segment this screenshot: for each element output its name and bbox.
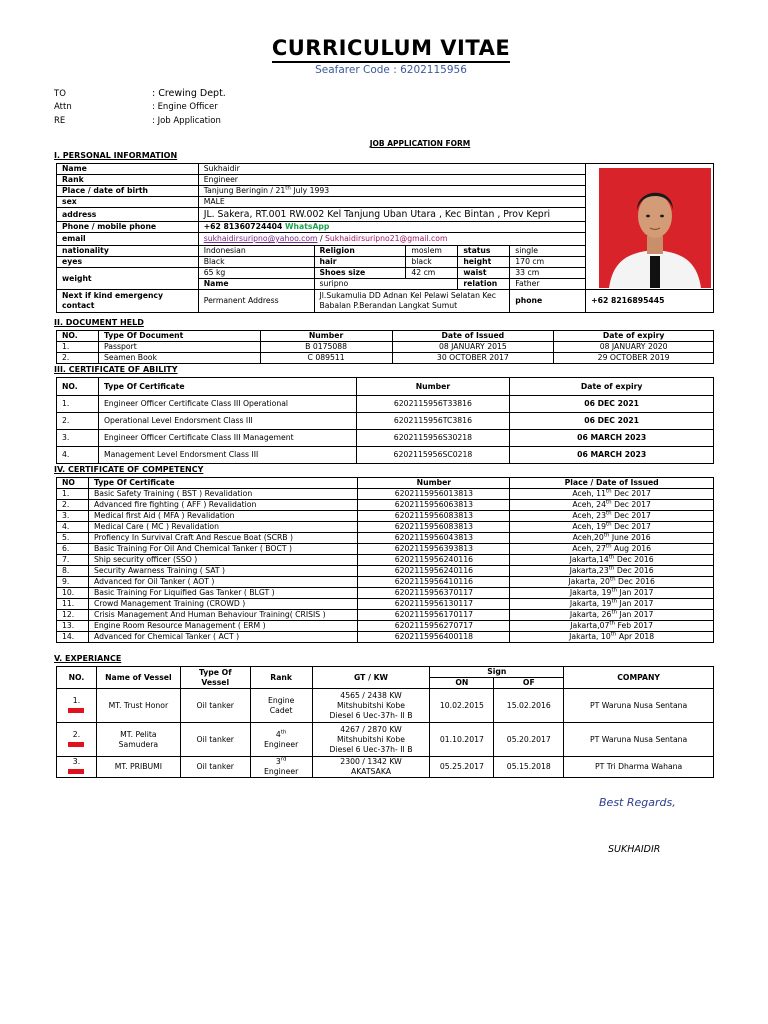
email-value: sukhaidirsuripno@yahoo.com / Sukhaidirsuripno21@gmail.com: [198, 233, 585, 246]
pob-label: Place / date of birth: [57, 186, 199, 197]
comp-place-date: Jakarta,23th Dec 2016: [510, 566, 714, 577]
comp-header-number: Number: [358, 478, 510, 489]
table-row: [57, 566, 714, 577]
ability-type: Engineer Officer Certificate Class III Management: [98, 430, 356, 447]
sex-value: MALE: [198, 197, 585, 208]
hair-label: hair: [314, 257, 406, 268]
comp-type: Medical Care ( MC ) Revalidation: [88, 522, 358, 533]
ability-type: Operational Level Endorsment Class III: [98, 413, 356, 430]
email-link-1[interactable]: sukhaidirsuripno@yahoo.com: [203, 234, 318, 243]
exp-sign-on: 05.25.2017: [430, 757, 494, 778]
table-row: [57, 599, 714, 610]
address-label: address: [57, 208, 199, 222]
comp-number: 6202115956083813: [358, 511, 510, 522]
weight-label: weight: [57, 268, 199, 290]
comp-no: 1.: [57, 489, 89, 500]
table-row: [57, 632, 714, 643]
table-row: [57, 577, 714, 588]
signature-name: SUKHAIDIR: [608, 844, 661, 855]
comp-header-no: NO: [57, 478, 89, 489]
to-value: : Crewing Dept.: [152, 88, 226, 99]
table-row: [57, 489, 714, 500]
attn-value: : Engine Officer: [152, 102, 218, 112]
comp-type: Ship security officer (SSO ): [88, 555, 358, 566]
doc-type: Seamen Book: [98, 353, 260, 364]
ability-number: 6202115956S30218: [356, 430, 510, 447]
comp-number: 6202115956240116: [358, 566, 510, 577]
ability-type: Management Level Endorsment Class III: [98, 447, 356, 464]
exp-company: PT Tri Dharma Wahana: [564, 757, 714, 778]
competency-table: [56, 477, 714, 643]
doc-type: Passport: [98, 342, 260, 353]
section-competency: IV. CERTIFICATE OF COMPETENCY: [54, 465, 204, 474]
comp-number: 6202115956130117: [358, 599, 510, 610]
comp-number: 6202115956270717: [358, 621, 510, 632]
table-row: [57, 522, 714, 533]
table-row: [57, 353, 714, 364]
comp-header-place: Place / Date of Issued: [510, 478, 714, 489]
pob-value: Tanjung Beringin / 21th July 1993: [198, 186, 585, 197]
comp-no: 14.: [57, 632, 89, 643]
relation-label: relation: [458, 279, 510, 290]
comp-type: Basic Safety Training ( BST ) Revalidation: [88, 489, 358, 500]
comp-place-date: Aceh, 23th Dec 2017: [510, 511, 714, 522]
rank-value: Engineer: [198, 175, 585, 186]
comp-type: Advanced fire fighting ( AFF ) Revalidation: [88, 500, 358, 511]
doc-no: 2.: [57, 353, 99, 364]
ability-header-type: Type Of Certificate: [98, 378, 356, 396]
ability-expiry: 06 DEC 2021: [510, 413, 714, 430]
exp-company: PT Waruna Nusa Sentana: [564, 723, 714, 757]
section-experience: V. EXPERIANCE: [54, 654, 122, 663]
doc-expiry: 08 JANUARY 2020: [554, 342, 714, 353]
exp-sign-on: 01.10.2017: [430, 723, 494, 757]
hair-value: black: [406, 257, 458, 268]
comp-no: 13.: [57, 621, 89, 632]
exp-no: 2.: [57, 723, 97, 757]
comp-number: 6202115956393813: [358, 544, 510, 555]
comp-type: Profiency In Survival Craft And Rescue Boat (SCRB ): [88, 533, 358, 544]
form-title: JOB APPLICATION FORM: [369, 139, 471, 148]
exp-vessel: MT. Trust Honor: [96, 689, 180, 723]
table-row: [57, 511, 714, 522]
table-row: [57, 588, 714, 599]
comp-number: 6202115956370117: [358, 588, 510, 599]
comp-number: 6202115956083813: [358, 522, 510, 533]
exp-gt-kw: 4565 / 2438 KW Mitshubitshi Kobe Diesel 6 Uec-37h- II B: [312, 689, 430, 723]
table-row: [57, 757, 714, 778]
ability-expiry: 06 MARCH 2023: [510, 447, 714, 464]
profile-photo: [599, 168, 711, 288]
ability-no: 2.: [57, 413, 99, 430]
exp-no: 1.: [57, 689, 97, 723]
ability-number: 6202115956SC0218: [356, 447, 510, 464]
perm-address: Jl.Sukamulia DD Adnan Kel Pelawi Selatan Kec Babalan P.Berandan Langkat Sumut: [314, 290, 510, 313]
shoes-value: 42 cm: [406, 268, 458, 279]
ability-expiry: 06 DEC 2021: [510, 396, 714, 413]
comp-number: 6202115956240116: [358, 555, 510, 566]
comp-type: Crowd Management Training (CROWD ): [88, 599, 358, 610]
nationality-label: nationality: [57, 246, 199, 257]
name-value: Sukhaidir: [198, 164, 585, 175]
exp-sign-of: 05.15.2018: [494, 757, 564, 778]
exp-rank: Engine Cadet: [250, 689, 312, 723]
exp-type: Oil tanker: [180, 723, 250, 757]
comp-place-date: Jakarta,14th Dec 2016: [510, 555, 714, 566]
comp-number: 6202115956400118: [358, 632, 510, 643]
comp-place-date: Jakarta, 26th Jan 2017: [510, 610, 714, 621]
comp-place-date: Aceh, 27th Aug 2016: [510, 544, 714, 555]
eyes-label: eyes: [57, 257, 199, 268]
section-documents: II. DOCUMENT HELD: [54, 318, 144, 327]
doc-expiry: 29 OCTOBER 2019: [554, 353, 714, 364]
table-row: [57, 396, 714, 413]
religion-label: Religion: [314, 246, 406, 257]
comp-place-date: Aceh, 19th Dec 2017: [510, 522, 714, 533]
relation-value: Father: [510, 279, 586, 290]
table-row: [57, 610, 714, 621]
exp-sign-on: 10.02.2015: [430, 689, 494, 723]
comp-type: Medical first Aid ( MFA ) Revalidation: [88, 511, 358, 522]
ability-no: 1.: [57, 396, 99, 413]
doc-issued: 08 JANUARY 2015: [392, 342, 554, 353]
comp-no: 9.: [57, 577, 89, 588]
exp-vessel: MT. PRIBUMI: [96, 757, 180, 778]
doc-header-type: Type Of Document: [98, 331, 260, 342]
nok-label: Next if kind emergency contact: [57, 290, 199, 313]
name-label: Name: [57, 164, 199, 175]
flag-icon: [68, 742, 84, 747]
exp-header-vessel: Name of Vessel: [96, 667, 180, 689]
comp-type: Engine Room Resource Management ( ERM ): [88, 621, 358, 632]
attn-label: Attn: [54, 102, 72, 112]
flag-icon: [68, 769, 84, 774]
ability-table: [56, 377, 714, 464]
flag-icon: [68, 708, 84, 713]
exp-sign-of: 15.02.2016: [494, 689, 564, 723]
ability-no: 4.: [57, 447, 99, 464]
comp-no: 3.: [57, 511, 89, 522]
comp-number: 6202115956043813: [358, 533, 510, 544]
doc-header-expiry: Date of expiry: [554, 331, 714, 342]
comp-place-date: Jakarta, 20th Dec 2016: [510, 577, 714, 588]
comp-no: 2.: [57, 500, 89, 511]
exp-header-no: NO.: [57, 667, 97, 689]
exp-header-type: Type Of Vessel: [180, 667, 250, 689]
email-link-2[interactable]: Sukhaidirsuripno21@gmail.com: [325, 234, 448, 243]
experience-table: [56, 666, 714, 778]
phone-label: Phone / mobile phone: [57, 222, 199, 233]
comp-place-date: Jakarta, 19th Jan 2017: [510, 599, 714, 610]
exp-header-on: ON: [430, 678, 494, 689]
table-row: [57, 430, 714, 447]
religion-value: moslem: [406, 246, 458, 257]
ability-number: 6202115956T33816: [356, 396, 510, 413]
best-regards: Best Regards,: [599, 796, 676, 809]
comp-place-date: Aceh, 24th Dec 2017: [510, 500, 714, 511]
comp-no: 12.: [57, 610, 89, 621]
comp-type: Advanced for Oil Tanker ( AOT ): [88, 577, 358, 588]
exp-header-gt: GT / KW: [312, 667, 430, 689]
exp-sign-of: 05.20.2017: [494, 723, 564, 757]
perm-label: Permanent Address: [198, 290, 314, 313]
ability-expiry: 06 MARCH 2023: [510, 430, 714, 447]
exp-header-of: OF: [494, 678, 564, 689]
email-label: email: [57, 233, 199, 246]
table-row: [57, 413, 714, 430]
comp-place-date: Jakarta, 10th Apr 2018: [510, 632, 714, 643]
ability-header-no: NO.: [57, 378, 99, 396]
ability-type: Engineer Officer Certificate Class III Operational: [98, 396, 356, 413]
nok-phone-label: phone: [510, 290, 586, 313]
table-row: [57, 723, 714, 757]
waist-value: 33 cm: [510, 268, 586, 279]
exp-company: PT Waruna Nusa Sentana: [564, 689, 714, 723]
comp-type: Basic Training For Liquified Gas Tanker ( BLGT ): [88, 588, 358, 599]
nok-name-label: Name: [198, 279, 314, 290]
comp-no: 6.: [57, 544, 89, 555]
page-title: CURRICULUM VITAE: [0, 36, 768, 60]
comp-no: 8.: [57, 566, 89, 577]
table-row: [57, 621, 714, 632]
comp-type: Basic Training For Oil And Chemical Tanker ( BOCT ): [88, 544, 358, 555]
doc-no: 1.: [57, 342, 99, 353]
exp-vessel: MT. Pelita Samudera: [96, 723, 180, 757]
comp-no: 7.: [57, 555, 89, 566]
doc-header-no: NO.: [57, 331, 99, 342]
table-row: [57, 544, 714, 555]
comp-number: 6202115956170117: [358, 610, 510, 621]
comp-no: 10.: [57, 588, 89, 599]
to-label: TO: [54, 89, 66, 99]
ability-no: 3.: [57, 430, 99, 447]
doc-issued: 30 OCTOBER 2017: [392, 353, 554, 364]
section-personal: I. PERSONAL INFORMATION: [54, 151, 178, 160]
comp-type: Security Awarness Training ( SAT ): [88, 566, 358, 577]
exp-gt-kw: 4267 / 2870 KW Mitshubitshi Kobe Diesel 6 Uec-37h- II B: [312, 723, 430, 757]
doc-header-issued: Date of Issued: [392, 331, 554, 342]
comp-no: 4.: [57, 522, 89, 533]
nok-name-value: suripno: [314, 279, 458, 290]
comp-place-date: Aceh,20th June 2016: [510, 533, 714, 544]
table-row: [57, 555, 714, 566]
shoes-label: Shoes size: [314, 268, 406, 279]
height-value: 170 cm: [510, 257, 586, 268]
exp-type: Oil tanker: [180, 689, 250, 723]
section-ability: III. CERTIFICATE OF ABILITY: [54, 365, 178, 374]
seafarer-code: Seafarer Code : 6202115956: [315, 64, 467, 76]
table-row: [57, 689, 714, 723]
nok-phone-value: +62 8216895445: [586, 290, 714, 313]
comp-type: Advanced for Chemical Tanker ( ACT ): [88, 632, 358, 643]
table-row: [57, 342, 714, 353]
comp-place-date: Jakarta, 19th Jan 2017: [510, 588, 714, 599]
comp-number: 6202115956013813: [358, 489, 510, 500]
doc-number: C 089511: [260, 353, 392, 364]
phone-value: +62 81360724404 WhatsApp: [198, 222, 585, 233]
waist-label: waist: [458, 268, 510, 279]
nationality-value: Indonesian: [198, 246, 314, 257]
exp-header-sign: Sign: [430, 667, 564, 678]
height-label: height: [458, 257, 510, 268]
doc-number: B 0175088: [260, 342, 392, 353]
comp-no: 11.: [57, 599, 89, 610]
ability-header-number: Number: [356, 378, 510, 396]
doc-header-number: Number: [260, 331, 392, 342]
exp-header-company: COMPANY: [564, 667, 714, 689]
comp-type: Crisis Management And Human Behaviour Training( CRISIS ): [88, 610, 358, 621]
exp-rank: 4th Engineer: [250, 723, 312, 757]
exp-header-rank: Rank: [250, 667, 312, 689]
eyes-value: Black: [198, 257, 314, 268]
table-row: [57, 500, 714, 511]
rank-label: Rank: [57, 175, 199, 186]
comp-number: 6202115956063813: [358, 500, 510, 511]
sex-label: sex: [57, 197, 199, 208]
status-value: single: [510, 246, 586, 257]
comp-header-type: Type Of Certificate: [88, 478, 358, 489]
comp-number: 6202115956410116: [358, 577, 510, 588]
ability-header-expiry: Date of expiry: [510, 378, 714, 396]
re-label: RE: [54, 116, 66, 126]
whatsapp-label: WhatsApp: [282, 222, 330, 231]
comp-no: 5.: [57, 533, 89, 544]
address-value: JL. Sakera, RT.001 RW.002 Kel Tanjung Uban Utara , Kec Bintan , Prov Kepri: [198, 208, 585, 222]
status-label: status: [458, 246, 510, 257]
exp-rank: 3rd Engineer: [250, 757, 312, 778]
weight-value: 65 kg: [198, 268, 314, 279]
documents-table: [56, 330, 714, 364]
comp-place-date: Jakarta,07th Feb 2017: [510, 621, 714, 632]
ability-number: 6202115956TC3816: [356, 413, 510, 430]
table-row: [57, 447, 714, 464]
exp-no: 3.: [57, 757, 97, 778]
comp-place-date: Aceh, 11th Dec 2017: [510, 489, 714, 500]
table-row: [57, 533, 714, 544]
re-value: : Job Application: [152, 116, 221, 126]
exp-gt-kw: 2300 / 1342 KW AKATSAKA: [312, 757, 430, 778]
exp-type: Oil tanker: [180, 757, 250, 778]
